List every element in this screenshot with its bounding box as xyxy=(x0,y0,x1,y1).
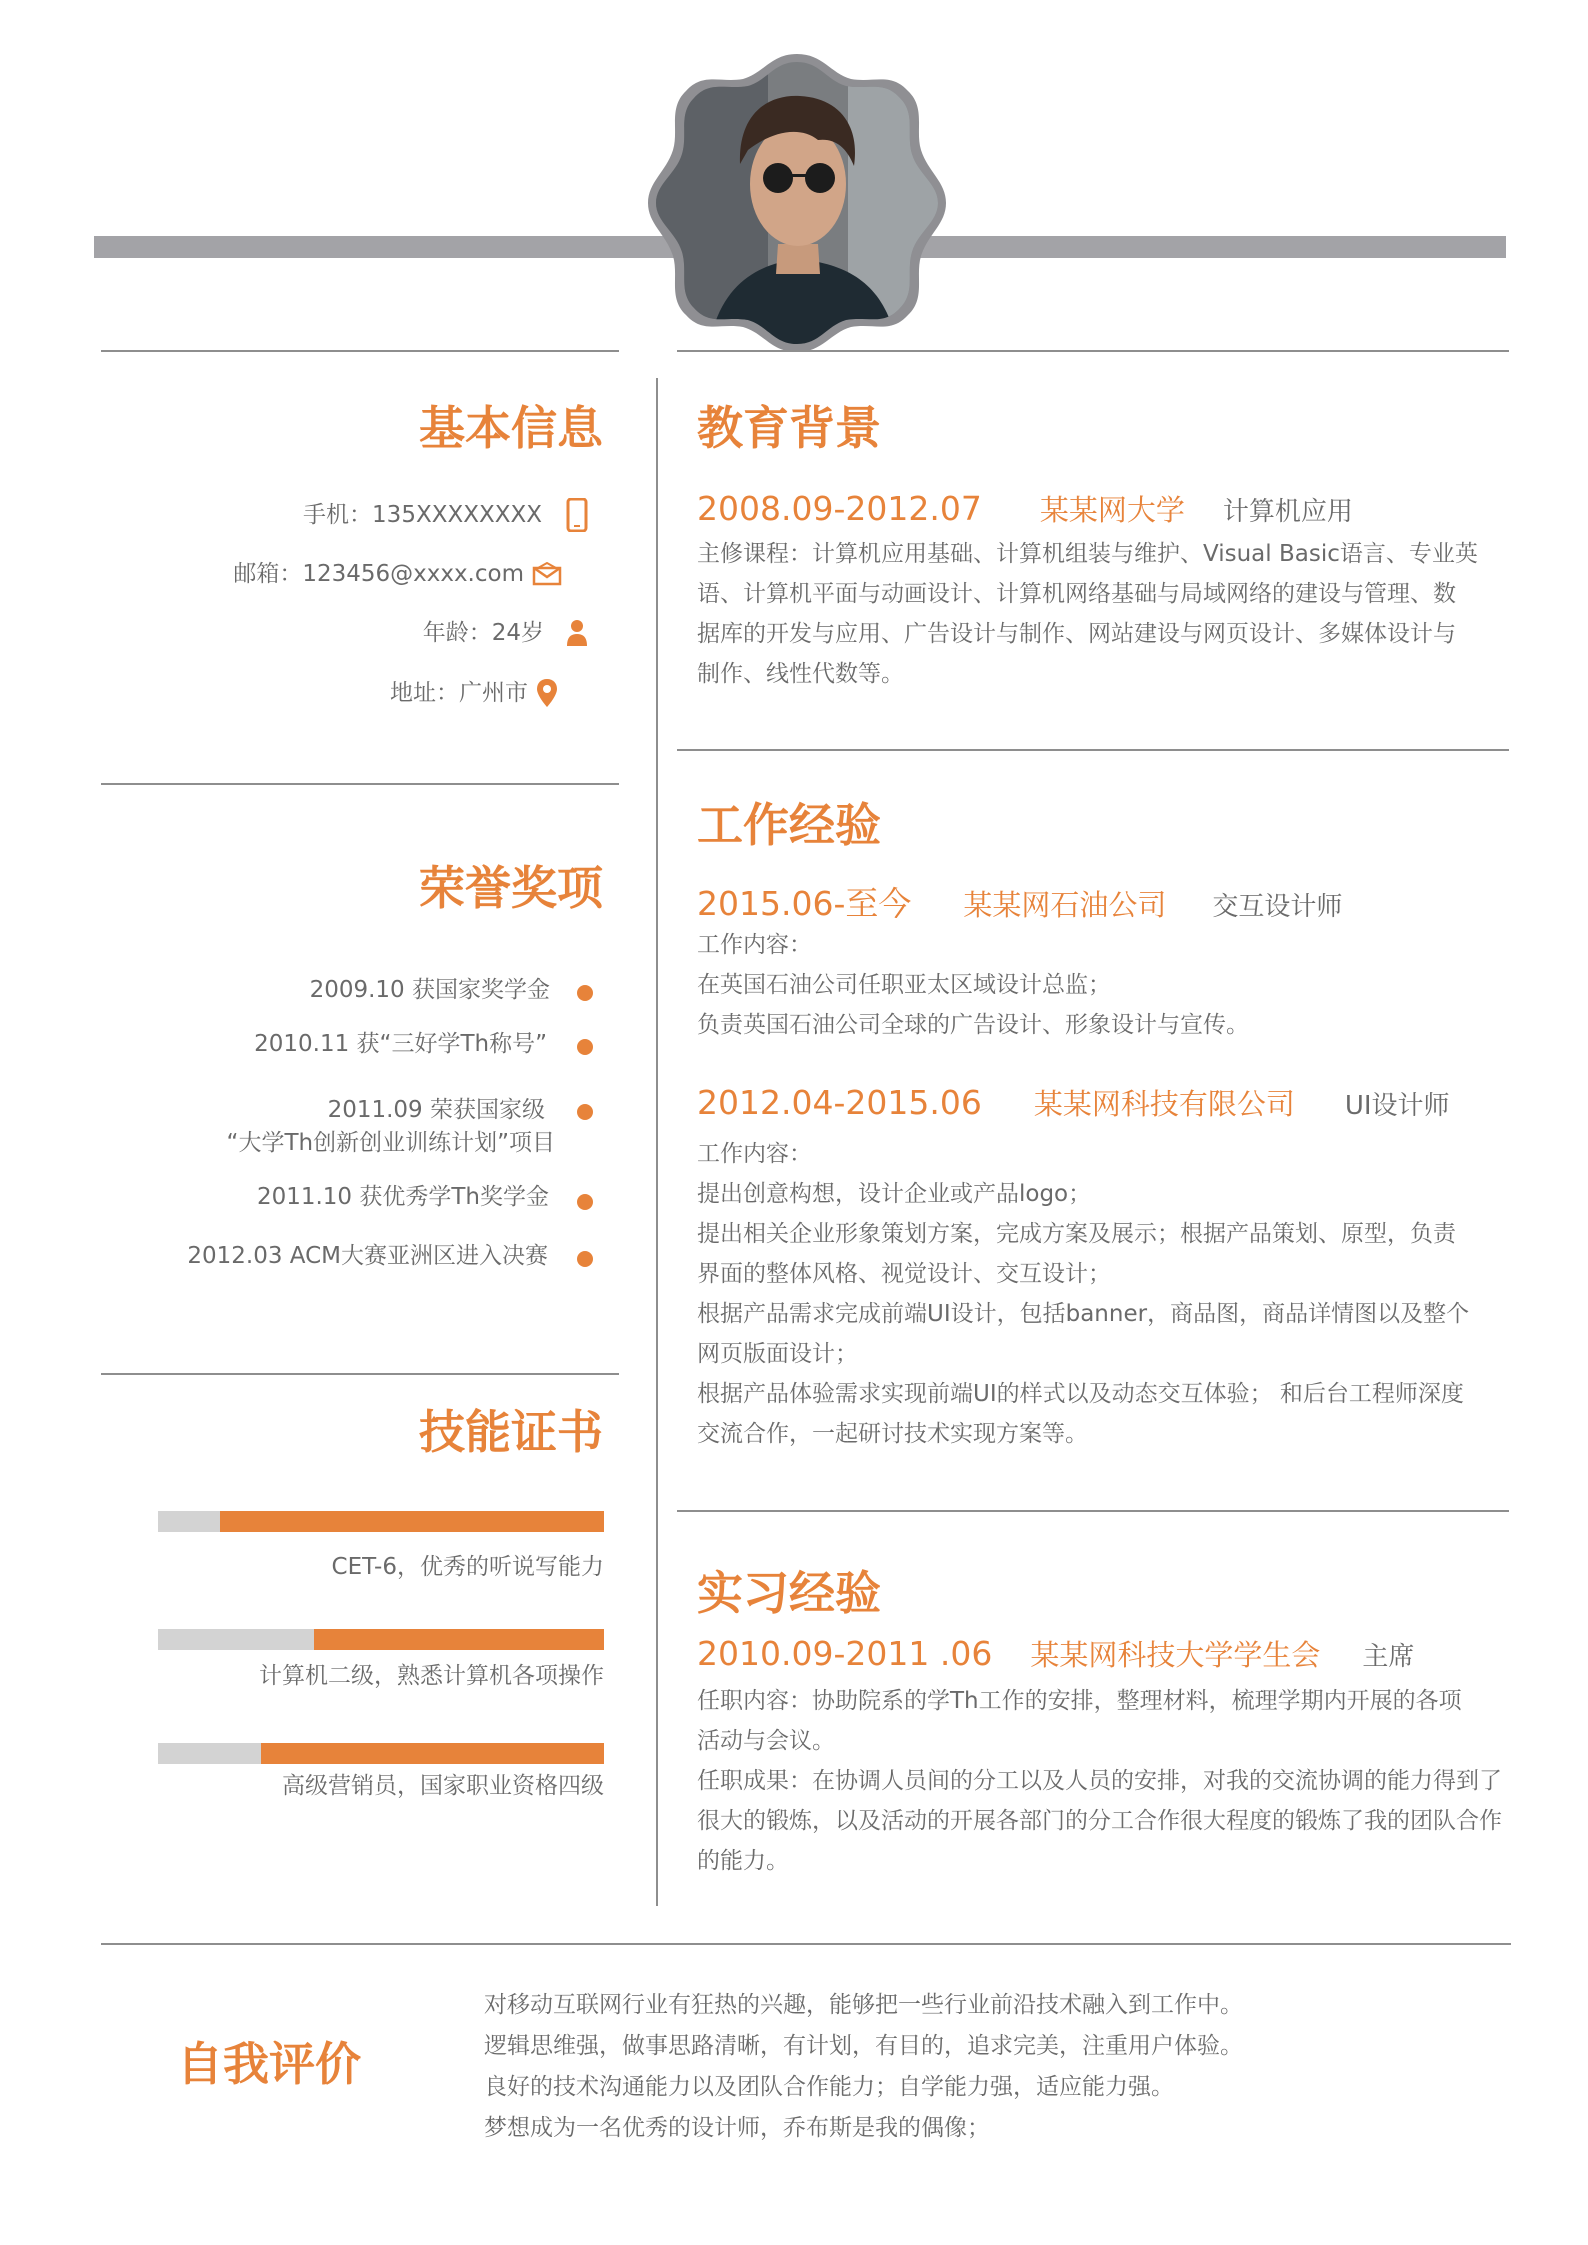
skill-label: 计算机二级，熟悉计算机各项操作 xyxy=(259,1663,604,1689)
education-date: 2008.09-2012.07 xyxy=(697,489,982,528)
bullet-dot xyxy=(577,1104,593,1120)
honor-item: 2010.11 获“三好学Th称号” xyxy=(254,1031,547,1057)
self-evaluation-title: 自我评价 xyxy=(177,2037,361,2091)
honors-title: 荣誉奖项 xyxy=(419,861,603,915)
age-text: 年龄：24岁 xyxy=(422,620,544,646)
address-row xyxy=(390,677,558,709)
internship-header xyxy=(697,1633,1414,1674)
education-header xyxy=(697,488,1353,529)
bullet-dot xyxy=(577,1194,593,1210)
avatar xyxy=(648,54,946,352)
phone-icon xyxy=(566,498,588,532)
skill-bar xyxy=(158,1511,604,1532)
job-role: 交互设计师 xyxy=(1212,892,1343,922)
skill-bar xyxy=(158,1629,604,1650)
skill-label: CET-6，优秀的听说写能力 xyxy=(331,1554,604,1580)
age-row xyxy=(423,617,588,649)
divider xyxy=(101,1943,1511,1945)
email-text: 邮箱：123456@xxxx.com xyxy=(233,561,524,587)
job-role: UI设计师 xyxy=(1344,1091,1450,1121)
location-pin-icon xyxy=(536,678,558,708)
job-date: 2015.06-至今 xyxy=(697,884,912,923)
divider xyxy=(677,350,1509,352)
divider xyxy=(677,749,1509,751)
skill-bar-fill xyxy=(220,1511,604,1532)
mail-icon xyxy=(532,562,562,586)
internship-description: 任职内容：协助院系的学Th工作的安排，整理材料，梳理学期内开展的各项 活动与会议。 任职成果：在协调人员间的分工以及人员的安排，对我的交流协调的能力得到了 很大的锻炼，以及活动的开展各部门的分工合作很大程度的锻炼了我的团队合作 的能力。 xyxy=(697,1688,1502,1874)
job-description: 工作内容： 在英国石油公司任职亚太区域设计总监； 负责英国石油公司全球的广告设计、形象设计与宣传。 xyxy=(697,932,1249,1038)
education-major: 计算机应用 xyxy=(1222,497,1353,527)
job-company: 某某网石油公司 xyxy=(963,888,1167,922)
education-title: 教育背景 xyxy=(697,401,881,455)
self-evaluation-text: 对移动互联网行业有狂热的兴趣，能够把一些行业前沿技术融入到工作中。 逻辑思维强，做事思路清晰，有计划，有目的，追求完美，注重用户体验。 良好的技术沟通能力以及团队合作能力；自学能力强，适应能力强。 梦想成为一名优秀的设计师，乔布斯是我的偶像； xyxy=(484,1992,1243,2141)
bullet-dot xyxy=(577,1039,593,1055)
internship-org: 某某网科技大学学生会 xyxy=(1030,1638,1321,1672)
user-icon xyxy=(566,619,588,647)
job-header xyxy=(697,878,1342,925)
skill-label: 高级营销员，国家职业资格四级 xyxy=(282,1773,604,1799)
honor-item: 2012.03 ACM大赛亚洲区进入决赛 xyxy=(187,1243,548,1269)
address-text: 地址：广州市 xyxy=(390,680,528,706)
bullet-dot xyxy=(577,985,593,1001)
divider xyxy=(101,783,619,785)
skill-bar-fill xyxy=(261,1743,604,1764)
honor-item: 2011.10 获优秀学Th奖学金 xyxy=(256,1184,549,1210)
internship-role: 主席 xyxy=(1362,1642,1415,1672)
skill-bar xyxy=(158,1743,604,1764)
internship-date: 2010.09-2011 .06 xyxy=(697,1634,993,1673)
phone-row xyxy=(303,498,588,532)
education-description: 主修课程：计算机应用基础、计算机组装与维护、Visual Basic语言、专业英 语、计算机平面与动画设计、计算机网络基础与局域网络的建设与管理、数 据库的开发与应用、广告设计与制作、网站建设与网页设计、多媒体设计与 制作、线性代数等。 xyxy=(697,541,1478,687)
column-divider xyxy=(656,378,658,1906)
work-title: 工作经验 xyxy=(697,798,881,852)
divider xyxy=(101,1373,619,1375)
education-school: 某某网大学 xyxy=(1039,493,1185,527)
job-description: 工作内容： 提出创意构想，设计企业或产品logo； 提出相关企业形象策划方案，完成方案及展示；根据产品策划、原型，负责 界面的整体风格、视觉设计、交互设计； 根据产品需求完成前端UI设计，包括banner，商品图，商品详情图以及整个 网页版面设计； 根据产品体验需求实现前端UI的样式以及动态交互体验； 和后台工程师深度 交流合作，一起研讨技术实现方案等。 xyxy=(697,1141,1470,1447)
job-header xyxy=(697,1082,1450,1123)
job-company: 某某网科技有限公司 xyxy=(1033,1087,1295,1121)
bullet-dot xyxy=(577,1251,593,1267)
internship-title: 实习经验 xyxy=(697,1566,881,1620)
honor-item: 2009.10 获国家奖学金 xyxy=(309,977,550,1003)
basic-info-title: 基本信息 xyxy=(419,401,603,455)
phone-text: 手机：135XXXXXXXX xyxy=(303,502,542,528)
email-row xyxy=(233,558,562,590)
skill-bar-fill xyxy=(314,1629,604,1650)
job-date: 2012.04-2015.06 xyxy=(697,1083,982,1122)
divider xyxy=(677,1510,1509,1512)
honor-item: 2011.09 荣获国家级 “大学Th创新创业训练计划”项目 xyxy=(226,1097,555,1156)
skills-title: 技能证书 xyxy=(419,1405,603,1459)
divider xyxy=(101,350,619,352)
